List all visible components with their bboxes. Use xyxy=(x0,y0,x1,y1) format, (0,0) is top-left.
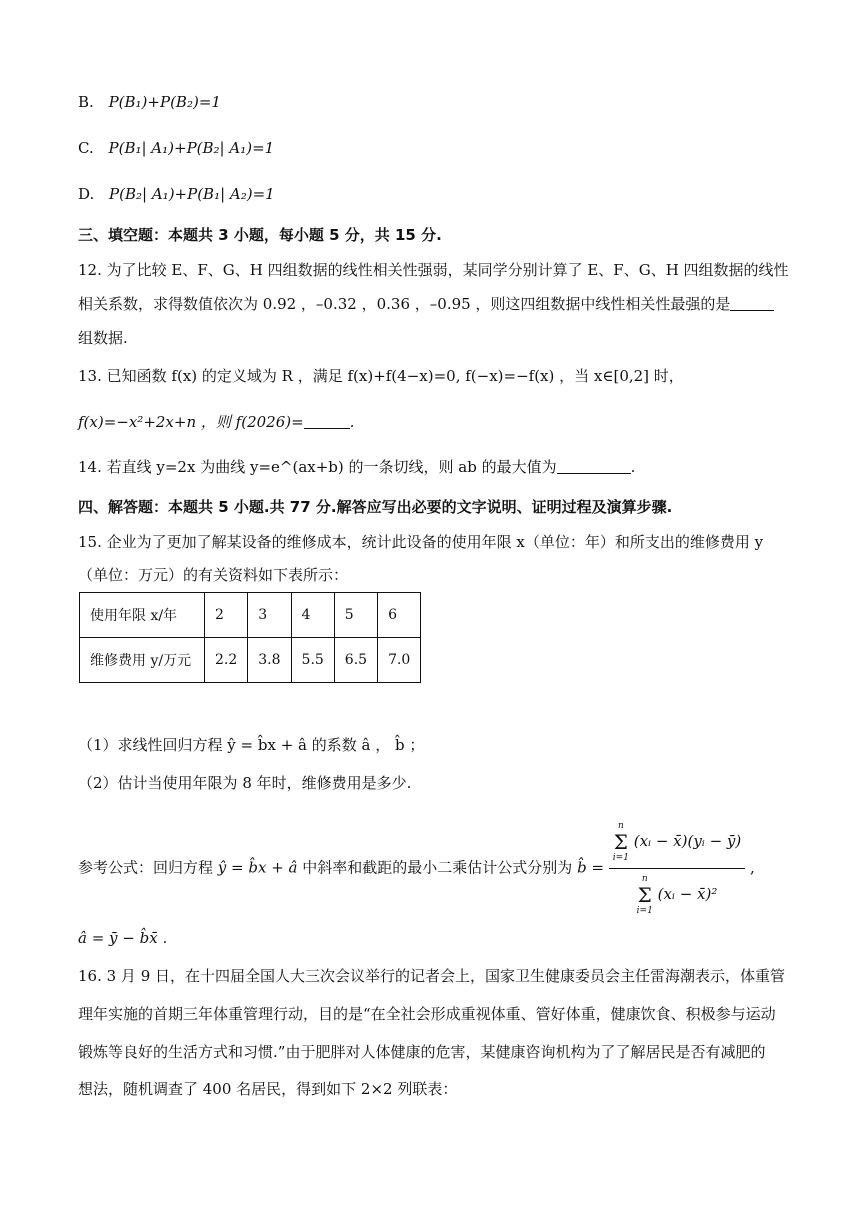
b-denominator-expr: (xᵢ − x̄)² xyxy=(657,885,718,903)
q12-line2-text: 相关系数，求得数值依次为 0.92 ，–0.32 ，0.36 ，–0.95 ，则这四组数据中线性相关性最强的是 xyxy=(78,295,731,313)
q16-line3: 锻炼等良好的生活方式和习惯.”由于肥胖对人体健康的危害，某健康咨询机构为了了解居民是否有减肥的 xyxy=(78,1043,766,1061)
table-cell: 4 xyxy=(291,593,334,638)
q14-line1 xyxy=(78,457,635,477)
q12-line1: 12. 为了比较 E、F、G、H 四组数据的线性相关性强弱，某同学分别计算了 E、F、G、H 四组数据的线性 xyxy=(78,261,789,279)
table-row-header-x: 使用年限 x/年 xyxy=(80,593,205,638)
b-formula-denominator xyxy=(609,869,745,917)
table-cell: 3 xyxy=(248,593,291,638)
table-cell: 3.8 xyxy=(248,638,291,683)
table-row xyxy=(80,638,421,683)
b-formula-numerator xyxy=(609,820,745,869)
q12-line3: 组数据. xyxy=(78,329,128,347)
sigma-icon: n Σ i=1 xyxy=(612,821,629,863)
q13-line2 xyxy=(78,412,354,432)
q12-line2 xyxy=(78,294,774,314)
q14-line1-end: . xyxy=(630,458,636,476)
b-formula-fraction xyxy=(609,820,745,917)
q15-line2: （单位：万元）的有关资料如下表所示： xyxy=(78,566,349,584)
option-b xyxy=(78,92,221,112)
q13-line2-end: . xyxy=(349,413,355,431)
table-cell: 7.0 xyxy=(378,638,421,683)
b-numerator-expr: (xᵢ − x̄)(yᵢ − ȳ) xyxy=(633,832,742,850)
option-b-label: B. xyxy=(78,93,94,111)
q15-part2: （2）估计当使用年限为 8 年时，维修费用是多少. xyxy=(78,774,412,792)
ref-mid-text: 中斜率和截距的最小二乘估计公式分别为 xyxy=(302,858,573,877)
option-d xyxy=(78,184,275,204)
q14-line1-text: 14. 若直线 y=2x 为曲线 y=e^(ax+b) 的一条切线，则 ab 的最大值为 xyxy=(78,458,557,476)
q13-line2-text: f(x)=−x²+2x+n ，则 f(2026)= xyxy=(78,413,304,431)
table-cell: 5.5 xyxy=(291,638,334,683)
q15-line1: 15. 企业为了更加了解某设备的维修成本，统计此设备的使用年限 x（单位：年）和所支出的维修费用 y xyxy=(78,533,764,551)
table-cell: 2 xyxy=(205,593,248,638)
q14-answer-blank[interactable] xyxy=(557,457,631,474)
table-cell: 5 xyxy=(334,593,377,638)
q16-line4: 想法，随机调查了 400 名居民，得到如下 2×2 列联表： xyxy=(78,1080,458,1098)
q15-data-table xyxy=(79,592,421,683)
sigma-icon: n Σ i=1 xyxy=(636,874,653,916)
table-cell: 6 xyxy=(378,593,421,638)
option-c-formula: P(B₁| A₁)+P(B₂| A₁)=1 xyxy=(108,139,275,157)
table-cell: 6.5 xyxy=(334,638,377,683)
b-formula-lhs: b̂ = xyxy=(577,858,605,877)
option-b-formula: P(B₁)+P(B₂)=1 xyxy=(108,93,221,111)
ref-prefix: 参考公式：回归方程 xyxy=(78,858,214,877)
section-3-title: 三、填空题：本题共 3 小题，每小题 5 分，共 15 分. xyxy=(78,226,442,244)
ref-regression-eq: ŷ = b̂x + â xyxy=(217,858,298,877)
q13-answer-blank[interactable] xyxy=(304,412,350,429)
option-c xyxy=(78,138,274,158)
table-row-header-y: 维修费用 y/万元 xyxy=(80,638,205,683)
table-row xyxy=(80,593,421,638)
section-4-title: 四、解答题：本题共 5 小题.共 77 分.解答应写出必要的文字说明、证明过程及演算步骤. xyxy=(78,498,673,516)
q15-part1: （1）求线性回归方程 ŷ = b̂x + â 的系数 â ， b̂ ； xyxy=(78,736,425,754)
q16-line1: 16. 3 月 9 日，在十四届全国人大三次会议举行的记者会上，国家卫生健康委员会主任雷海潮表示，体重管 xyxy=(78,967,786,985)
q13-line1: 13. 已知函数 f(x) 的定义域为 R ，满足 f(x)+f(4−x)=0, f(−x)=−f(x) ，当 x∈[0,2] 时， xyxy=(78,367,684,385)
q16-line2: 理年实施的首期三年体重管理行动，目的是“在全社会形成重视体重、管好体重，健康饮食、积极参与运动 xyxy=(78,1005,776,1023)
a-formula: â = ȳ − b̂x̄ . xyxy=(78,929,168,947)
option-d-formula: P(B₂| A₁)+P(B₁| A₂)=1 xyxy=(109,185,275,203)
q12-answer-blank[interactable] xyxy=(730,294,774,311)
option-d-label: D. xyxy=(78,185,95,203)
option-c-label: C. xyxy=(78,139,94,157)
q15-reference-formula: 参考公式：回归方程 ŷ = b̂x + â 中斜率和截距的最小二乘估计公式分别为 b̂ = n Σ i=1 (xᵢ − x̄)(yᵢ − ȳ) n Σ i=1 (xᵢ − x̄)² , xyxy=(78,821,755,916)
table-cell: 2.2 xyxy=(205,638,248,683)
